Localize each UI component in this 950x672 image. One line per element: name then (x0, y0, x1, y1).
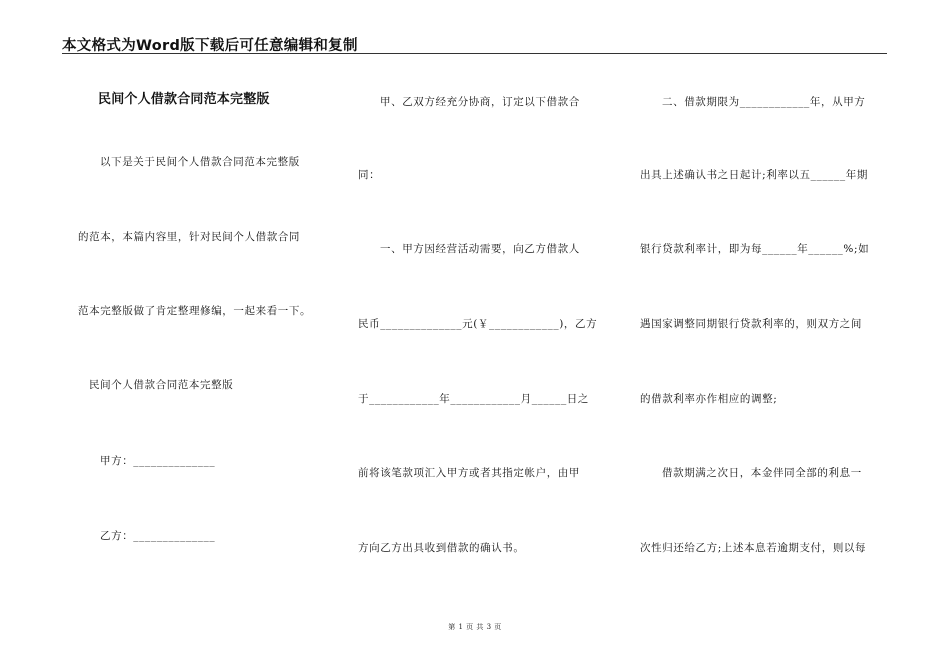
paragraph-line: 的范本，本篇内容里，针对民间个人借款合同 (78, 231, 300, 243)
party-a-line: 甲方：______________ (100, 455, 216, 467)
header-title: 本文格式为Word版下载后可任意编辑和复制 (62, 38, 358, 54)
paragraph-line: 借款期满之次日，本金伴同全部的利息一 (662, 467, 862, 479)
paragraph-line: 同： (358, 169, 381, 181)
column-1 (78, 0, 323, 620)
paragraph-line: 遇国家调整同期银行贷款利率的，则双方之间 (640, 318, 862, 330)
party-b-line: 乙方：______________ (100, 530, 216, 542)
clause-1-line: 一、甲方因经营活动需要，向乙方借款人 (380, 243, 580, 255)
column-3 (640, 0, 885, 620)
page-number: 第 1 页 共 3 页 (448, 623, 502, 631)
paragraph-line: 出具上述确认书之日起计;利率以五______年期 (640, 169, 868, 181)
paragraph-line: 的借款利率亦作相应的调整; (640, 393, 778, 405)
paragraph-line: 前将该笔款项汇入甲方或者其指定帐户，由甲 (358, 467, 580, 479)
paragraph-line: 方向乙方出具收到借款的确认书。 (358, 542, 525, 554)
paragraph-line: 银行贷款利率计，即为每______年______%;如 (640, 243, 870, 255)
subtitle-line: 民间个人借款合同范本完整版 (89, 379, 234, 391)
paragraph-line: 于____________年____________月______日之 (358, 393, 589, 405)
column-2 (358, 0, 603, 620)
contract-title: 民间个人借款合同范本完整版 (98, 92, 270, 107)
paragraph-line: 甲、乙双方经充分协商，订定以下借款合 (380, 96, 580, 108)
paragraph-line: 次性归还给乙方;上述本息若逾期支付，则以每 (640, 542, 867, 554)
paragraph-line: 以下是关于民间个人借款合同范本完整版 (100, 156, 300, 168)
paragraph-line: 民币______________元(￥____________)，乙方 (358, 318, 598, 330)
clause-2-line: 二、借款期限为____________年，从甲方 (662, 96, 866, 108)
paragraph-line: 范本完整版做了肯定整理修编，一起来看一下。 (78, 305, 312, 317)
